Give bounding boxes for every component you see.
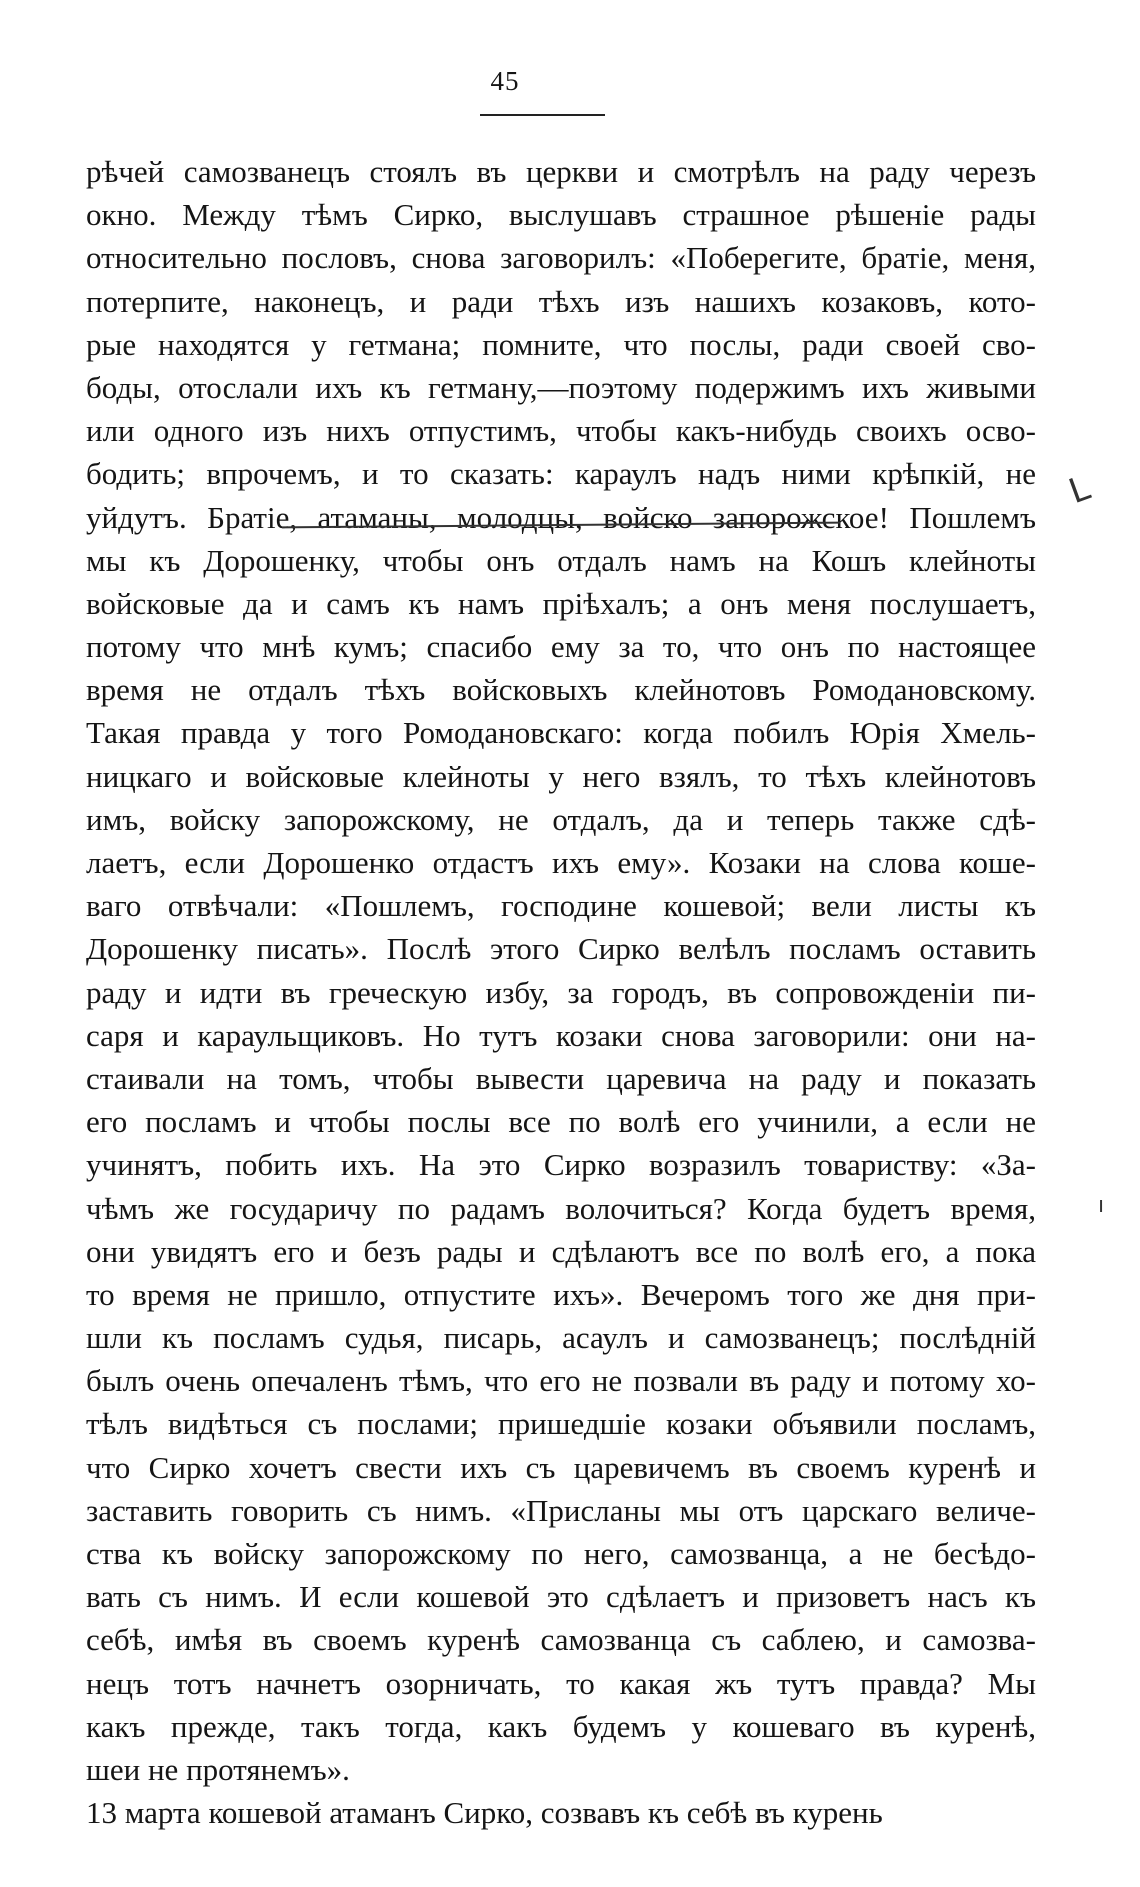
paragraph-1	[86, 150, 1036, 1791]
text-line: Такая правда у того Ромодановскаго: когда побилъ Юрія Хмель-	[86, 715, 1036, 751]
text-line: боды, отослали ихъ къ гетману,—поэтому подержимъ ихъ живыми	[86, 369, 1036, 405]
text-line: относительно пословъ, снова заговорилъ: «Поберегите, братіе, меня,	[86, 240, 1036, 276]
text-line: саря и караульщиковъ. Но тутъ козаки снова заговорили: они на-	[86, 1017, 1036, 1053]
text-line: то время не пришло, отпустите ихъ». Вечеромъ того же дня при-	[86, 1276, 1036, 1312]
text-line: лаетъ, если Дорошенко отдастъ ихъ ему». Козаки на слова коше-	[86, 845, 1036, 880]
text-line: шеи не протянемъ».	[86, 1751, 350, 1787]
text-line: имъ, войску запорожскому, не отдалъ, да и теперь также сдѣ-	[86, 801, 1036, 837]
text-line: былъ очень опечаленъ тѣмъ, что его не позвали въ раду и потому хо-	[86, 1363, 1036, 1399]
text-line: тѣлъ видѣться съ послами; пришедшіе козаки объявили посламъ,	[86, 1406, 1036, 1442]
text-line: уйдутъ. Братіе, атаманы, молодцы, войско запорожское! Пошлемъ	[86, 499, 1036, 535]
text-line: мы къ Дорошенку, чтобы онъ отдалъ намъ на Кошъ клейноты	[86, 542, 1036, 578]
text-line: Дорошенку писать». Послѣ этого Сирко велѣлъ посламъ оставить	[86, 931, 1036, 967]
text-line: потому что мнѣ кумъ; спасибо ему за то, что онъ по настоящее	[86, 629, 1036, 665]
text-line: нецъ тотъ начнетъ озорничать, то какая жъ тутъ правда? Мы	[86, 1665, 1036, 1701]
text-line: его посламъ и чтобы послы все по волѣ его учинили, а если не	[86, 1104, 1036, 1140]
text-line: что Сирко хочетъ свести ихъ съ царевичемъ въ своемъ куренѣ и	[86, 1449, 1036, 1485]
text-line: войсковые да и самъ къ намъ пріѣхалъ; а онъ меня послушаетъ,	[86, 585, 1036, 621]
page-number-rule	[480, 114, 605, 116]
text-line: себѣ, имѣя въ своемъ куренѣ самозванца съ саблею, и самозва-	[86, 1622, 1036, 1658]
text-line: рые находятся у гетмана; помните, что послы, ради своей сво-	[86, 326, 1036, 362]
text-line: заставить говорить съ нимъ. «Присланы мы отъ царскаго величе-	[86, 1492, 1036, 1528]
text-line: рѣчей самозванецъ стоялъ въ церкви и смотрѣлъ на раду черезъ	[86, 154, 1036, 189]
text-line: потерпите, наконецъ, и ради тѣхъ изъ нашихъ козаковъ, кото-	[86, 283, 1036, 319]
text-line: или одного изъ нихъ отпустимъ, чтобы какъ-нибудь своихъ осво-	[86, 413, 1036, 449]
text-line: учинятъ, побить ихъ. На это Сирко возразилъ товариству: «За-	[86, 1147, 1036, 1183]
body-text	[86, 150, 1036, 1834]
text-line: чѣмъ же государичу по радамъ волочиться? Когда будетъ время,	[86, 1190, 1036, 1226]
text-line: окно. Между тѣмъ Сирко, выслушавъ страшное рѣшеніе рады	[86, 197, 1036, 233]
text-line: шли къ посламъ судья, писарь, асаулъ и самозванецъ; послѣдній	[86, 1320, 1036, 1356]
margin-mark-icon: ı	[1098, 1193, 1105, 1218]
text-line: какъ прежде, такъ тогда, какъ будемъ у кошеваго въ куренѣ,	[86, 1708, 1036, 1744]
text-line: 13 марта кошевой атаманъ Сирко, созвавъ къ себѣ въ курень	[86, 1795, 883, 1831]
page-number: 45	[490, 66, 520, 96]
text-line: раду и идти въ греческую избу, за городъ, въ сопровожденіи пи-	[86, 974, 1036, 1010]
text-line: ства къ войску запорожскому по него, самозванца, а не бесѣдо-	[86, 1536, 1036, 1571]
text-line: время не отдалъ тѣхъ войсковыхъ клейнотовъ Ромодановскому.	[86, 672, 1036, 708]
text-line: ницкаго и войсковые клейноты у него взялъ, то тѣхъ клейнотовъ	[86, 758, 1036, 794]
text-line: бодить; впрочемъ, и то сказать: караулъ надъ ними крѣпкій, не	[86, 456, 1036, 492]
text-line: они увидятъ его и безъ рады и сдѣлаютъ все по волѣ его, а пока	[86, 1233, 1036, 1269]
paragraph-2	[86, 1791, 1036, 1834]
text-line: ваго отвѣчали: «Пошлемъ, господине кошевой; вели листы къ	[86, 888, 1036, 924]
text-line: вать съ нимъ. И если кошевой это сдѣлаетъ и призоветъ насъ къ	[86, 1579, 1036, 1615]
margin-mark-icon: ᒪ	[1063, 467, 1096, 513]
text-line: стаивали на томъ, чтобы вывести царевича на раду и показать	[86, 1060, 1036, 1096]
